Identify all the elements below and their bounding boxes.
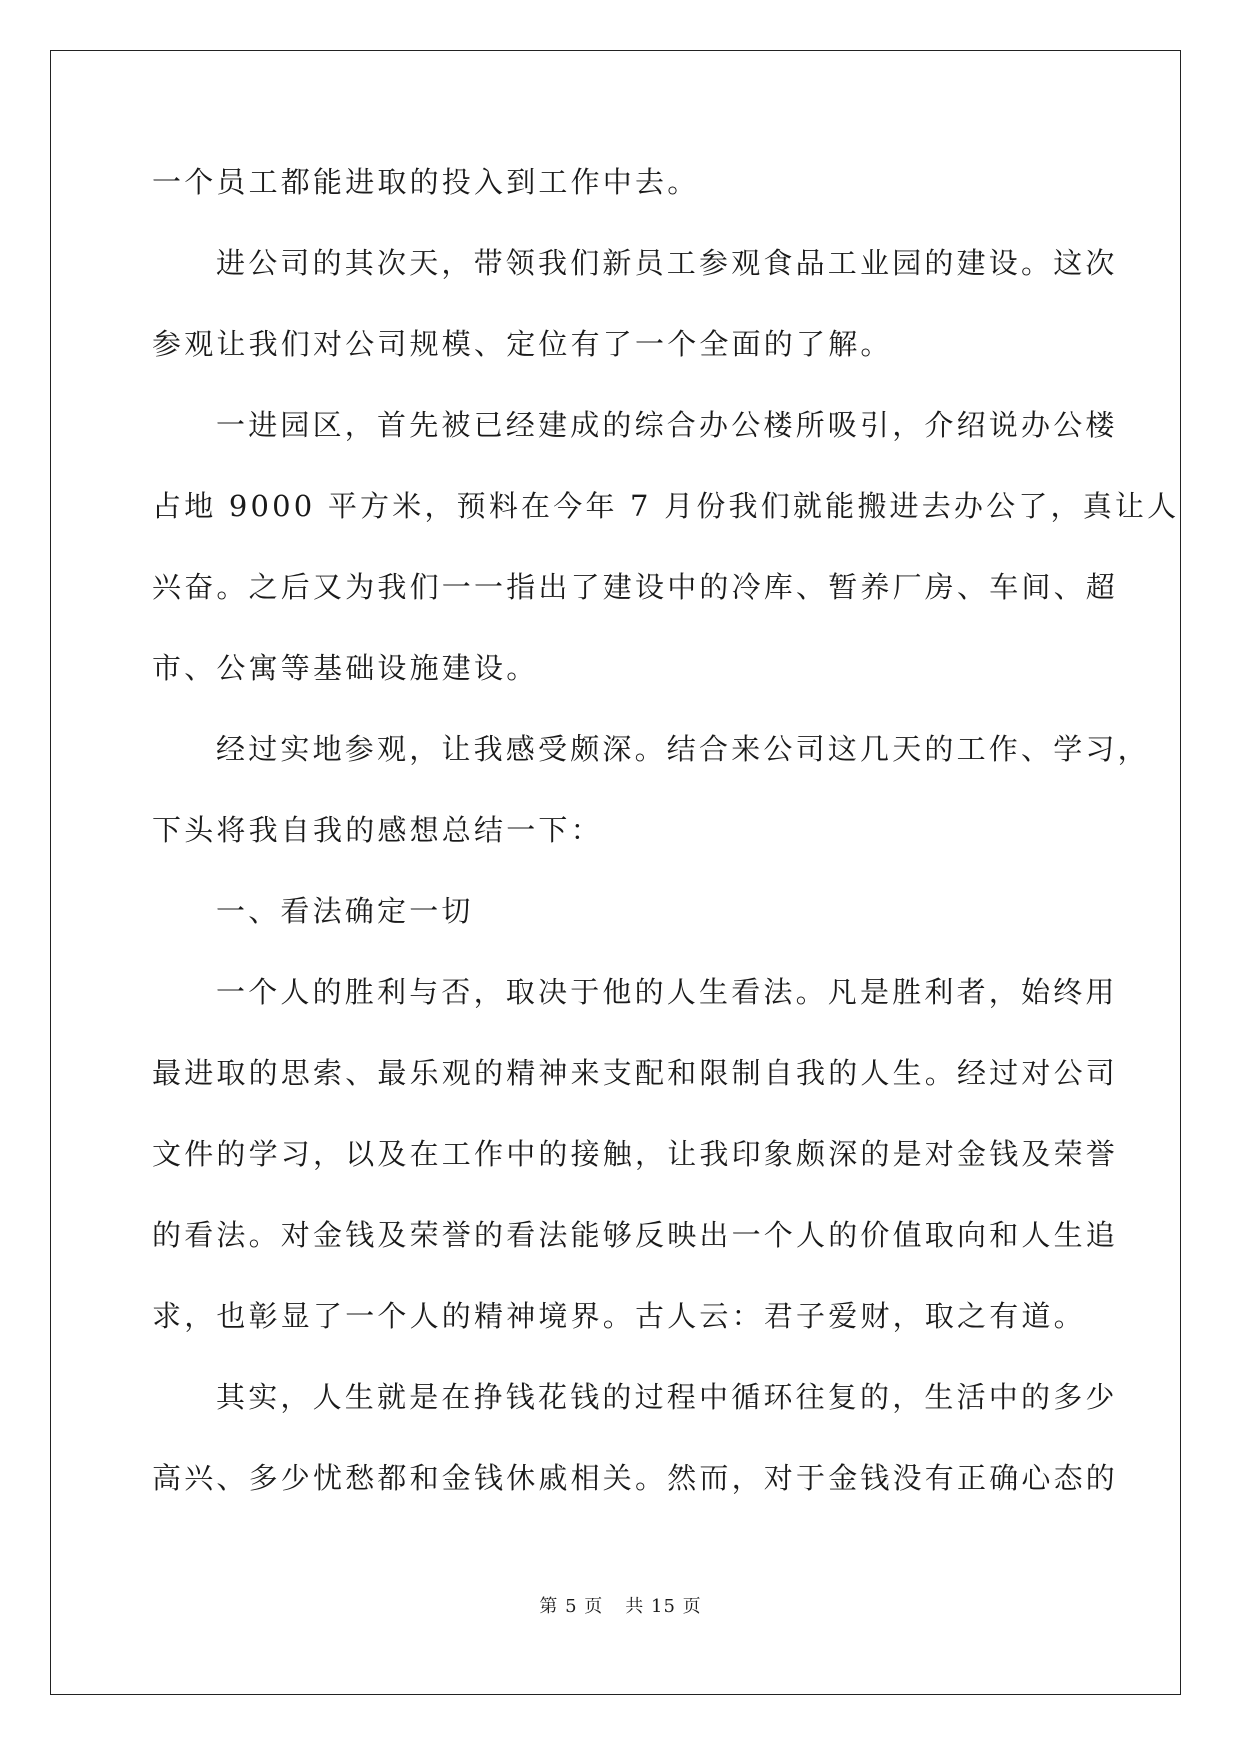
text-line-7: 市、公寓等基础设施建设。 — [152, 651, 539, 685]
page-number: 第 5 页 — [539, 1596, 604, 1617]
text-line-16: 其实，人生就是在挣钱花钱的过程中循环往复的，生活中的多少 — [216, 1380, 1118, 1414]
text-line-6: 兴奋。之后又为我们一一指出了建设中的冷库、暂养厂房、车间、超 — [152, 570, 1119, 604]
text-line-12: 最进取的思索、最乐观的精神来支配和限制自我的人生。经过对公司 — [152, 1056, 1119, 1090]
page-total: 共 15 页 — [625, 1596, 702, 1617]
text-line-17: 高兴、多少忧愁都和金钱休戚相关。然而，对于金钱没有正确心态的 — [152, 1461, 1119, 1495]
text-line-14: 的看法。对金钱及荣誉的看法能够反映出一个人的价值取向和人生追 — [152, 1218, 1119, 1252]
text-line-9: 下头将我自我的感想总结一下： — [152, 813, 603, 847]
text-line-13: 文件的学习，以及在工作中的接触，让我印象颇深的是对金钱及荣誉 — [152, 1137, 1119, 1171]
text-line-5: 占地 9000 平方米，预料在今年 7 月份我们就能搬进去办公了，真让人 — [152, 489, 1180, 523]
text-line-8: 经过实地参观，让我感受颇深。结合来公司这几天的工作、学习， — [216, 732, 1150, 766]
document-body — [152, 162, 1180, 1539]
text-line-11: 一个人的胜利与否，取决于他的人生看法。凡是胜利者，始终用 — [216, 975, 1118, 1009]
text-line-4: 一进园区，首先被已经建成的综合办公楼所吸引，介绍说办公楼 — [216, 408, 1118, 442]
text-line-15: 求，也彰显了一个人的精神境界。古人云：君子爱财，取之有道。 — [152, 1299, 1086, 1333]
text-line-2: 进公司的其次天，带领我们新员工参观食品工业园的建设。这次 — [216, 246, 1118, 280]
section-heading: 一、看法确定一切 — [216, 894, 474, 928]
text-line-1: 一个员工都能进取的投入到工作中去。 — [152, 165, 700, 199]
page-footer — [0, 1592, 1241, 1618]
text-line-3: 参观让我们对公司规模、定位有了一个全面的了解。 — [152, 327, 893, 361]
